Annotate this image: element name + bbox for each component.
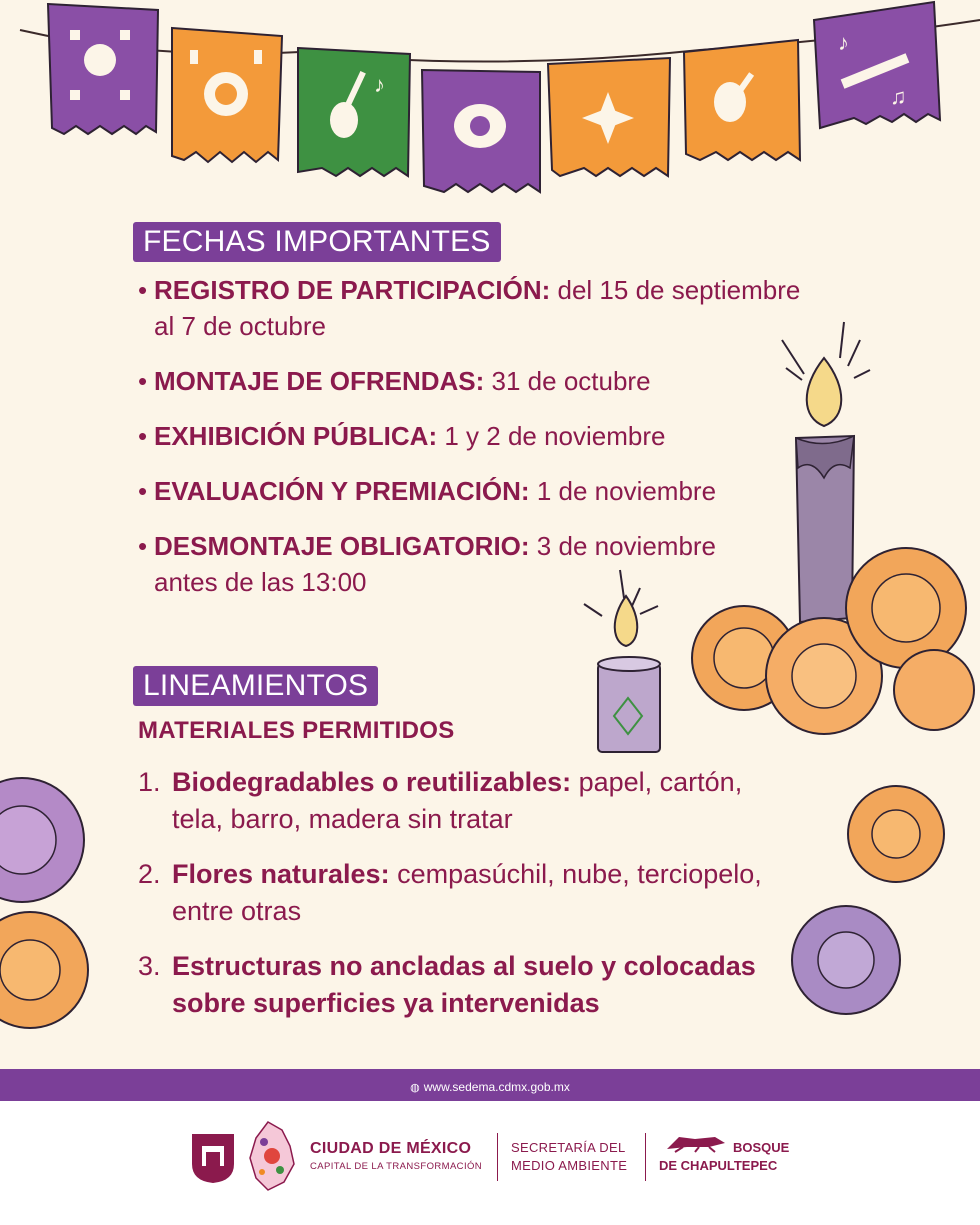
materiales-subheading: MATERIALES PERMITIDOS — [138, 717, 455, 744]
date-value-cont: antes de las 13:00 — [154, 567, 367, 597]
candle-icon — [684, 318, 980, 738]
cdmx-subtitle: CAPITAL DE LA TRANSFORMACIÓN — [310, 1161, 483, 1172]
item-number: 2. — [138, 859, 161, 889]
bullet: • — [138, 275, 148, 305]
material-value: papel, cartón, — [571, 767, 743, 797]
coat-of-arms-icon — [190, 1132, 236, 1184]
bullet: • — [138, 366, 148, 396]
material-item-3 — [138, 948, 828, 1022]
flag-orange-1 — [172, 28, 282, 162]
date-value: 1 de noviembre — [529, 476, 717, 506]
flag-orange-3 — [684, 40, 800, 160]
material-label: Biodegradables o reutilizables: — [172, 767, 572, 797]
material-value: cempasúchil, nube, terciopelo, — [389, 859, 762, 889]
flag-purple-3 — [814, 2, 940, 128]
flag-purple-1 — [48, 4, 158, 134]
svg-text:♪: ♪ — [374, 72, 385, 97]
material-value-cont: entre otras — [172, 896, 302, 926]
date-value: 1 y 2 de noviembre — [437, 421, 666, 451]
date-value: 31 de octubre — [484, 366, 651, 396]
date-value: del 15 de septiembre — [550, 275, 801, 305]
cdmx-title: CIUDAD DE MÉXICO — [310, 1140, 472, 1157]
date-value: 3 de noviembre — [529, 531, 717, 561]
bullet: • — [138, 421, 148, 451]
date-label: MONTAJE DE OFRENDAS: — [154, 366, 485, 396]
svg-text:♪: ♪ — [838, 30, 849, 55]
material-label: Estructuras no ancladas al suelo y colocadas — [172, 951, 756, 981]
bosque-line1: BOSQUE — [733, 1140, 790, 1155]
flag-purple-2 — [422, 70, 540, 192]
material-label-cont: sobre superficies ya intervenidas — [172, 988, 600, 1018]
bullet: • — [138, 531, 148, 561]
globe-icon: ◍ — [410, 1082, 420, 1094]
logo-divider — [645, 1133, 646, 1181]
date-label: EXHIBICIÓN PÚBLICA: — [154, 421, 438, 451]
date-label: REGISTRO DE PARTICIPACIÓN: — [154, 275, 551, 305]
material-label: Flores naturales: — [172, 859, 390, 889]
footer-url[interactable] — [0, 1080, 980, 1094]
url-text: www.sedema.cdmx.gob.mx — [423, 1080, 570, 1094]
bosque-line2: DE CHAPULTEPEC — [659, 1158, 778, 1173]
date-label: EVALUACIÓN Y PREMIACIÓN: — [154, 476, 530, 506]
marigold-flower-icon — [0, 770, 92, 1040]
footer-logos-area — [0, 1101, 980, 1225]
flag-orange-2 — [548, 58, 670, 176]
materials-list — [138, 764, 828, 1040]
item-number: 3. — [138, 951, 161, 981]
fechas-heading: FECHAS IMPORTANTES — [133, 222, 501, 262]
material-item-1 — [138, 764, 828, 838]
material-value-cont: tela, barro, madera sin tratar — [172, 804, 513, 834]
date-label: DESMONTAJE OBLIGATORIO: — [154, 531, 530, 561]
grasshopper-icon — [665, 1133, 727, 1153]
votive-candle-icon — [580, 566, 676, 756]
material-item-2 — [138, 856, 828, 930]
flag-green — [298, 48, 410, 176]
flame — [807, 358, 842, 426]
logo-divider — [497, 1133, 498, 1181]
secretaria-line1: SECRETARÍA DEL — [511, 1140, 626, 1155]
bullet: • — [138, 476, 148, 506]
papel-picado-banner — [0, 0, 980, 200]
date-value-cont: al 7 de octubre — [154, 311, 327, 341]
lineamientos-heading: LINEAMIENTOS — [133, 666, 378, 706]
cdmx-map-logo-icon — [246, 1120, 298, 1192]
marigold-flower-icon — [790, 780, 960, 1030]
item-number: 1. — [138, 767, 161, 797]
secretaria-line2: MEDIO AMBIENTE — [511, 1158, 628, 1173]
svg-text:♫: ♫ — [890, 84, 907, 109]
